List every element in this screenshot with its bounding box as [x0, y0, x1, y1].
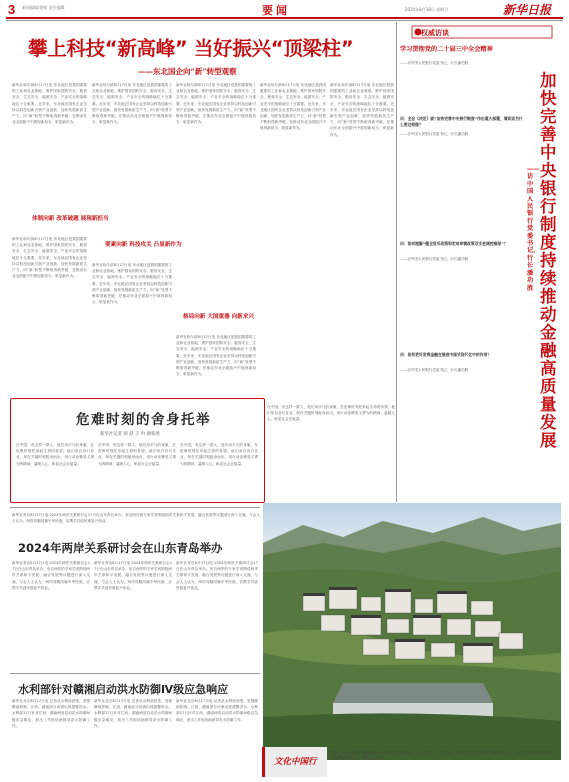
news2-col3: 新华社青岛8月17日电 2024年两岸关系研讨会17日在山东青岛举办。来自两岸的专家学者围绕两岸关系和平发展、融合发展等议题进行深入交流。与会人士认为，两岸同胞同属中华民族，应携手共创民族复兴伟业。 [176, 561, 258, 590]
authority-answer-1: ——访中国人民银行党委书记、行长潘功胜 [400, 132, 469, 136]
header-rule [6, 17, 563, 19]
header-rule-thin [6, 20, 563, 21]
feature-byline: 新华社记者 胡 喆 王 冉 谢希瑶 [100, 432, 160, 437]
lead-subhead-1: 体制向新 改革破题 展现新担当 [32, 216, 109, 222]
issue-date: 2024年8月18日 星期日 [405, 7, 449, 12]
feature-col3: 在中国，有这样一群人，他们用平凡的身躯，在危难时刻托举起生命的希望。他们来自各行各业，却在关键时刻挺身而出，用行动诠释见义勇为的精神，温暖人心，彰显社会正能量。 [180, 443, 258, 466]
feature-col1: 在中国，有这样一群人，他们用平凡的身躯，在危难时刻托举起生命的希望。他们来自各行各业，却在关键时刻挺身而出，用行动诠释见义勇为的精神，温暖人心，彰显社会正能量。 [16, 443, 94, 466]
newspaper-logo: 新华日报 [503, 3, 552, 17]
lead-col2-top: 新华社哈尔滨8月17日电 东北地区是我国重要的工业和农业基地，维护国家国防安全、粮食安全、生态安全、能源安全、产业安全的战略地位十分重要。近年来，东北地区国有企业坚持以科技创新引领产业创新，加快发展新质生产力，向“新”转型不断取得新突破，在推动东北全面振兴中展现新担当、彰显新作为。 [92, 83, 172, 125]
lead-col1-bottom: 新华社哈尔滨8月17日电 东北地区是我国重要的工业和农业基地，维护国家国防安全、粮食安全、生态安全、能源安全、产业安全的战略地位十分重要。近年来，东北地区国有企业坚持以科技创新引领产业创新，加快发展新质生产力，向“新”转型不断取得新突破，在推动东北全面振兴中展现新担当、彰显新作为。 [12, 237, 87, 279]
photo-caption: 这是8月14日拍摄的安徽省黄山市歙县某古村落风貌（无人机照片）。近年来，当地在保护古村落原有风貌的基础上，推动文化和旅游深度融合，古村落焕发新活力。新华社记者 摄 [329, 751, 559, 761]
authority-question-1: 问：全会《决定》就“加快完善中央银行制度”作出重大部署，请谈谈为什么要这样做？ [400, 116, 523, 128]
news2-col1: 新华社青岛8月17日电 2024年两岸关系研讨会17日在山东青岛举办。来自两岸的专家学者围绕两岸关系和平发展、融合发展等议题进行深入交流。与会人士认为，两岸同胞同属中华民族，应携手共创民族复兴伟业。 [12, 561, 90, 590]
authority-label: 权威访谈 [421, 29, 449, 37]
authority-intro: ——访中国人民银行党委书记、行长潘功胜 [400, 61, 469, 65]
lead-subhead-3: 格局向新 大国重器 向新求兴 [183, 314, 255, 320]
section-divider [10, 507, 260, 508]
feature-col2: 在中国，有这样一群人，他们用平凡的身躯，在危难时刻托举起生命的希望。他们来自各行各业，却在关键时刻挺身而出，用行动诠释见义勇为的精神，温暖人心，彰显社会正能量。 [98, 443, 176, 466]
page-title: 要闻 [262, 4, 290, 17]
authority-answer-2: ——访中国人民银行党委书记、行长潘功胜 [400, 257, 469, 261]
news3-col2: 新华社北京8月17日电 记者从水利部获悉，受强降雨影响，江西、湖南部分河流出现超警洪水。水利部17日针对江西、湖南两省启动洪水防御Ⅳ级应急响应，派出工作组协助指导洪水防御工作。 [94, 699, 172, 728]
lead-col3-bottom: 新华社哈尔滨8月17日电 东北地区是我国重要的工业和农业基地，维护国家国防安全、粮食安全、生态安全、能源安全、产业安全的战略地位十分重要。近年来，东北地区国有企业坚持以科技创新引领产业创新，加快发展新质生产力，向“新”转型不断取得新突破，在推动东北全面振兴中展现新担当、彰显新作为。 [176, 335, 256, 377]
page-number: 3 [8, 2, 16, 17]
authority-subtitle: 学习贯彻党的二十届三中全会精神 [400, 46, 493, 53]
news2-headline: 2024年两岸关系研讨会在山东青岛举办 [18, 541, 223, 555]
lead-col1-top: 新华社哈尔滨8月17日电 东北地区是我国重要的工业和农业基地，维护国家国防安全、粮食安全、生态安全、能源安全、产业安全的战略地位十分重要。近年来，东北地区国有企业坚持以科技创新引领产业创新，加快发展新质生产力，向“新”转型不断取得新突破，在推动东北全面振兴中展现新担当、彰显新作为。 [12, 83, 87, 125]
authority-question-3: 问：如何更好发挥金融在推进中国式现代化中的作用？ [400, 352, 492, 357]
lead-subtitle: ——东北国企向“新”转型观察 [138, 67, 237, 76]
lead-subhead-2: 要素向新 科技攻关 凸显新作为 [105, 242, 182, 248]
feature-col4: 在中国，有这样一群人，他们用平凡的身躯，在危难时刻托举起生命的希望。他们来自各行各业，却在关键时刻挺身而出，用行动诠释见义勇为的精神，温暖人心，彰显社会正能量。 [267, 405, 395, 422]
news3-col3: 新华社北京8月17日电 记者从水利部获悉，受强降雨影响，江西、湖南部分河流出现超警洪水。水利部17日针对江西、湖南两省启动洪水防御Ⅳ级应急响应，派出工作组协助指导洪水防御工作。 [176, 699, 258, 722]
authority-sub-headline: ——访中国人民银行党委书记、行长潘功胜 [527, 166, 540, 292]
news2-col2: 新华社青岛8月17日电 2024年两岸关系研讨会17日在山东青岛举办。来自两岸的专家学者围绕两岸关系和平发展、融合发展等议题进行深入交流。与会人士认为，两岸同胞同属中华民族，应携手共创民族复兴伟业。 [94, 561, 172, 590]
lead-col5: 新华社哈尔滨8月17日电 东北地区是我国重要的工业和农业基地，维护国家国防安全、粮食安全、生态安全、能源安全、产业安全的战略地位十分重要。近年来，东北地区国有企业坚持以科技创新引领产业创新，加快发展新质生产力，向“新”转型不断取得新突破，在推动东北全面振兴中展现新担当、彰显新作为。 [330, 83, 394, 137]
feature-headline: 危难时刻的舍身托举 [76, 412, 211, 428]
lead-col3-top: 新华社哈尔滨8月17日电 东北地区是我国重要的工业和农业基地，维护国家国防安全、粮食安全、生态安全、能源安全、产业安全的战略地位十分重要。近年来，东北地区国有企业坚持以科技创新引领产业创新，加快发展新质生产力，向“新”转型不断取得新突破，在推动东北全面振兴中展现新担当、彰显新作为。 [176, 83, 256, 125]
lead-col2-bottom: 新华社哈尔滨8月17日电 东北地区是我国重要的工业和农业基地，维护国家国防安全、粮食安全、生态安全、能源安全、产业安全的战略地位十分重要。近年来，东北地区国有企业坚持以科技创新引领产业创新，加快发展新质生产力，向“新”转型不断取得新突破，在推动东北全面振兴中展现新担当、彰显新作为。 [92, 263, 172, 305]
news3-col1: 新华社北京8月17日电 记者从水利部获悉，受强降雨影响，江西、湖南部分河流出现超警洪水。水利部17日针对江西、湖南两省启动洪水防御Ⅳ级应急响应，派出工作组协助指导洪水防御工作。 [12, 699, 90, 728]
section-divider-2 [10, 673, 260, 674]
authority-headline: 加快完善中央银行制度 持续推动金融高质量发展 [540, 71, 557, 450]
column-divider [396, 22, 397, 502]
news3-headline: 水利部针对赣湘启动洪水防御Ⅳ级应急响应 [18, 683, 229, 696]
lead-headline: 攀上科技“新高峰” 当好振兴“顶梁柱” [28, 37, 354, 60]
authority-question-2: 问：如何理解“健全货币政策和宏观审慎政策双支柱调控框架”？ [400, 241, 508, 246]
section-label: 新闻编辑/要闻 责任编辑 [22, 5, 65, 10]
authority-answer-3: ——访中国人民银行党委书记、行长潘功胜 [400, 368, 469, 372]
news2-top-text: 新华社青岛8月17日电 2024年两岸关系研讨会17日在山东青岛举办。来自两岸的专家学者围绕两岸关系和平发展、融合发展等议题进行深入交流。与会人士认为，两岸同胞同属中华民族，应携手共创民族复兴伟业。 [12, 513, 260, 524]
photo-tag-label: 文化中国行 [274, 757, 317, 767]
village-aerial-photo [263, 503, 561, 760]
lead-col4: 新华社哈尔滨8月17日电 东北地区是我国重要的工业和农业基地，维护国家国防安全、粮食安全、生态安全、能源安全、产业安全的战略地位十分重要。近年来，东北地区国有企业坚持以科技创新引领产业创新，加快发展新质生产力，向“新”转型不断取得新突破，在推动东北全面振兴中展现新担当、彰显新作为。 [260, 83, 326, 131]
